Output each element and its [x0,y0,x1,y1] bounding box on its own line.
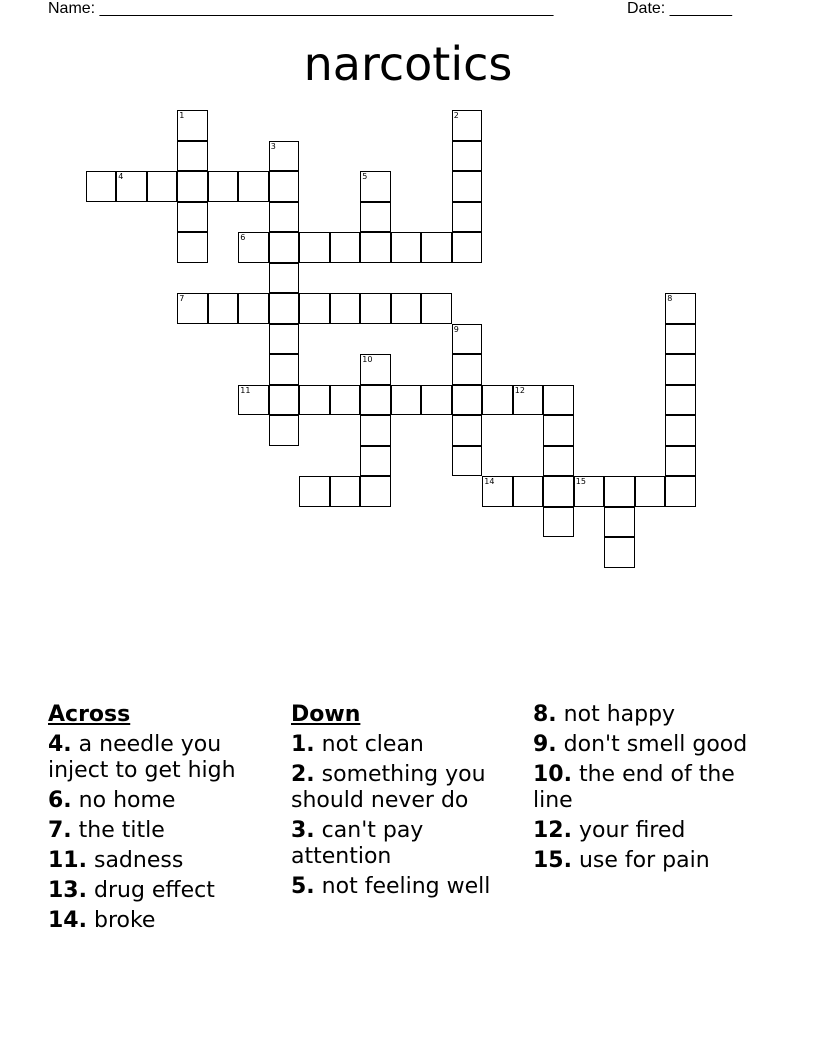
clue-item-text: not happy [563,702,676,727]
grid-cell[interactable] [86,171,117,202]
clue-item-text: the title [78,818,165,843]
clue-number: 6 [240,233,246,243]
clue-item-text: not feeling well [321,874,491,899]
clue-item [48,878,278,904]
grid-cell[interactable] [452,171,483,202]
clue-item [533,762,773,814]
grid-cell[interactable] [665,415,696,446]
grid-cell[interactable] [452,446,483,477]
grid-cell[interactable] [360,476,391,507]
grid-cell[interactable] [543,415,574,446]
grid-cell[interactable] [360,293,391,324]
clue-item [291,732,516,758]
down-clue-list [291,732,516,900]
clue-item-number: 8. [533,702,557,727]
grid-cell[interactable] [269,141,300,172]
grid-cell[interactable] [452,232,483,263]
grid-cell[interactable] [360,385,391,416]
puzzle-title: narcotics [303,37,513,91]
clue-number: 15 [575,477,586,487]
grid-cell[interactable] [299,293,330,324]
clue-item-number: 13. [48,878,87,903]
grid-cell[interactable] [360,354,391,385]
clue-number: 9 [453,324,459,334]
grid-cell[interactable] [452,141,483,172]
clue-item-number: 3. [291,818,315,843]
clue-item [48,788,278,814]
clue-item-number: 9. [533,732,557,757]
grid-cell[interactable] [421,385,452,416]
grid-cell[interactable] [604,537,635,568]
clue-item-number: 7. [48,818,72,843]
grid-cell[interactable] [299,232,330,263]
grid-cell[interactable] [665,476,696,507]
down-clue-list-continued [533,702,773,874]
grid-cell[interactable] [421,293,452,324]
across-clue-list [48,732,278,934]
grid-cell[interactable] [360,415,391,446]
grid-cell[interactable] [665,324,696,355]
clue-item-text: use for pain [578,848,710,873]
grid-cell[interactable] [452,354,483,385]
clue-number: 14 [484,477,495,487]
clue-item [291,762,516,814]
grid-cell[interactable] [635,476,666,507]
grid-cell[interactable] [269,263,300,294]
grid-cell[interactable] [452,202,483,233]
clue-item-number: 5. [291,874,315,899]
grid-cell[interactable] [208,293,239,324]
grid-cell[interactable] [330,385,361,416]
grid-cell[interactable] [513,385,544,416]
down-heading: Down [291,702,361,727]
clue-item-text: the end of the line [533,762,735,813]
clue-item-number: 6. [48,788,72,813]
clue-item [533,732,773,758]
grid-cell[interactable] [269,415,300,446]
grid-cell[interactable] [269,202,300,233]
grid-cell[interactable] [543,507,574,538]
grid-cell[interactable] [360,446,391,477]
grid-cell[interactable] [330,293,361,324]
grid-cell[interactable] [269,324,300,355]
grid-cell[interactable] [238,293,269,324]
clue-item-number: 2. [291,762,315,787]
grid-cell[interactable] [391,232,422,263]
clue-item-text: a needle you inject to get high [48,732,236,783]
clue-item-text: something you should never do [291,762,486,813]
clue-item-number: 11. [48,848,87,873]
grid-cell[interactable] [391,293,422,324]
grid-cell[interactable] [269,232,300,263]
clue-item-text: drug effect [93,878,215,903]
clue-number: 2 [453,111,459,121]
grid-cell[interactable] [482,385,513,416]
name-field[interactable]: Name: ___________________________________________________ [48,0,554,17]
grid-cell[interactable] [665,385,696,416]
grid-cell[interactable] [452,385,483,416]
clue-number: 5 [362,172,368,182]
grid-cell[interactable] [452,110,483,141]
clue-item-number: 12. [533,818,572,843]
grid-cell[interactable] [665,446,696,477]
clue-number: 11 [240,385,251,395]
clue-item-text: don't smell good [563,732,748,757]
grid-cell[interactable] [452,415,483,446]
clue-item-text: no home [78,788,176,813]
across-heading: Across [48,702,131,727]
grid-cell[interactable] [421,232,452,263]
grid-cell[interactable] [238,232,269,263]
clue-number: 8 [667,294,673,304]
grid-cell[interactable] [208,171,239,202]
clue-item-number: 15. [533,848,572,873]
down-clues-continued [533,702,773,878]
clue-number: 1 [179,111,185,121]
grid-cell[interactable] [177,293,208,324]
across-clues [48,702,278,938]
grid-cell[interactable] [299,385,330,416]
grid-cell[interactable] [177,141,208,172]
grid-cell[interactable] [543,476,574,507]
clue-item [48,818,278,844]
grid-cell[interactable] [330,476,361,507]
grid-cell[interactable] [269,293,300,324]
down-clues [291,702,516,904]
clue-item-text: sadness [93,848,184,873]
clue-item-text: can't pay attention [291,818,424,869]
grid-cell[interactable] [269,354,300,385]
clue-number: 4 [118,172,124,182]
clue-number: 12 [514,385,525,395]
clue-item-number: 4. [48,732,72,757]
grid-cell[interactable] [177,232,208,263]
grid-cell[interactable] [482,476,513,507]
clue-item [533,848,773,874]
clue-item-text: your fired [578,818,686,843]
clue-item-number: 14. [48,908,87,933]
grid-cell[interactable] [177,202,208,233]
grid-cell[interactable] [665,293,696,324]
clue-number: 3 [270,141,276,151]
grid-cell[interactable] [360,171,391,202]
clue-item [533,818,773,844]
clue-item-text: not clean [321,732,424,757]
grid-cell[interactable] [360,202,391,233]
grid-cell[interactable] [269,171,300,202]
clue-item [48,908,278,934]
date-field[interactable]: Date: _______ [627,0,732,17]
clue-item-number: 10. [533,762,572,787]
clue-item [291,874,516,900]
grid-cell[interactable] [177,171,208,202]
grid-cell[interactable] [604,507,635,538]
grid-cell[interactable] [604,476,635,507]
clue-item [48,732,278,784]
grid-cell[interactable] [330,232,361,263]
grid-cell[interactable] [452,324,483,355]
grid-cell[interactable] [543,446,574,477]
grid-cell[interactable] [543,385,574,416]
clue-item [291,818,516,870]
grid-cell[interactable] [116,171,147,202]
grid-cell[interactable] [574,476,605,507]
clue-number: 10 [362,355,373,365]
grid-cell[interactable] [238,171,269,202]
grid-cell[interactable] [269,385,300,416]
grid-cell[interactable] [665,354,696,385]
grid-cell[interactable] [360,232,391,263]
grid-cell[interactable] [391,385,422,416]
grid-cell[interactable] [147,171,178,202]
clue-item-text: broke [93,908,156,933]
clue-item [533,702,773,728]
clue-number: 7 [179,294,185,304]
grid-cell[interactable] [299,476,330,507]
grid-cell[interactable] [238,385,269,416]
grid-cell[interactable] [177,110,208,141]
clue-item [48,848,278,874]
grid-cell[interactable] [513,476,544,507]
clue-item-number: 1. [291,732,315,757]
